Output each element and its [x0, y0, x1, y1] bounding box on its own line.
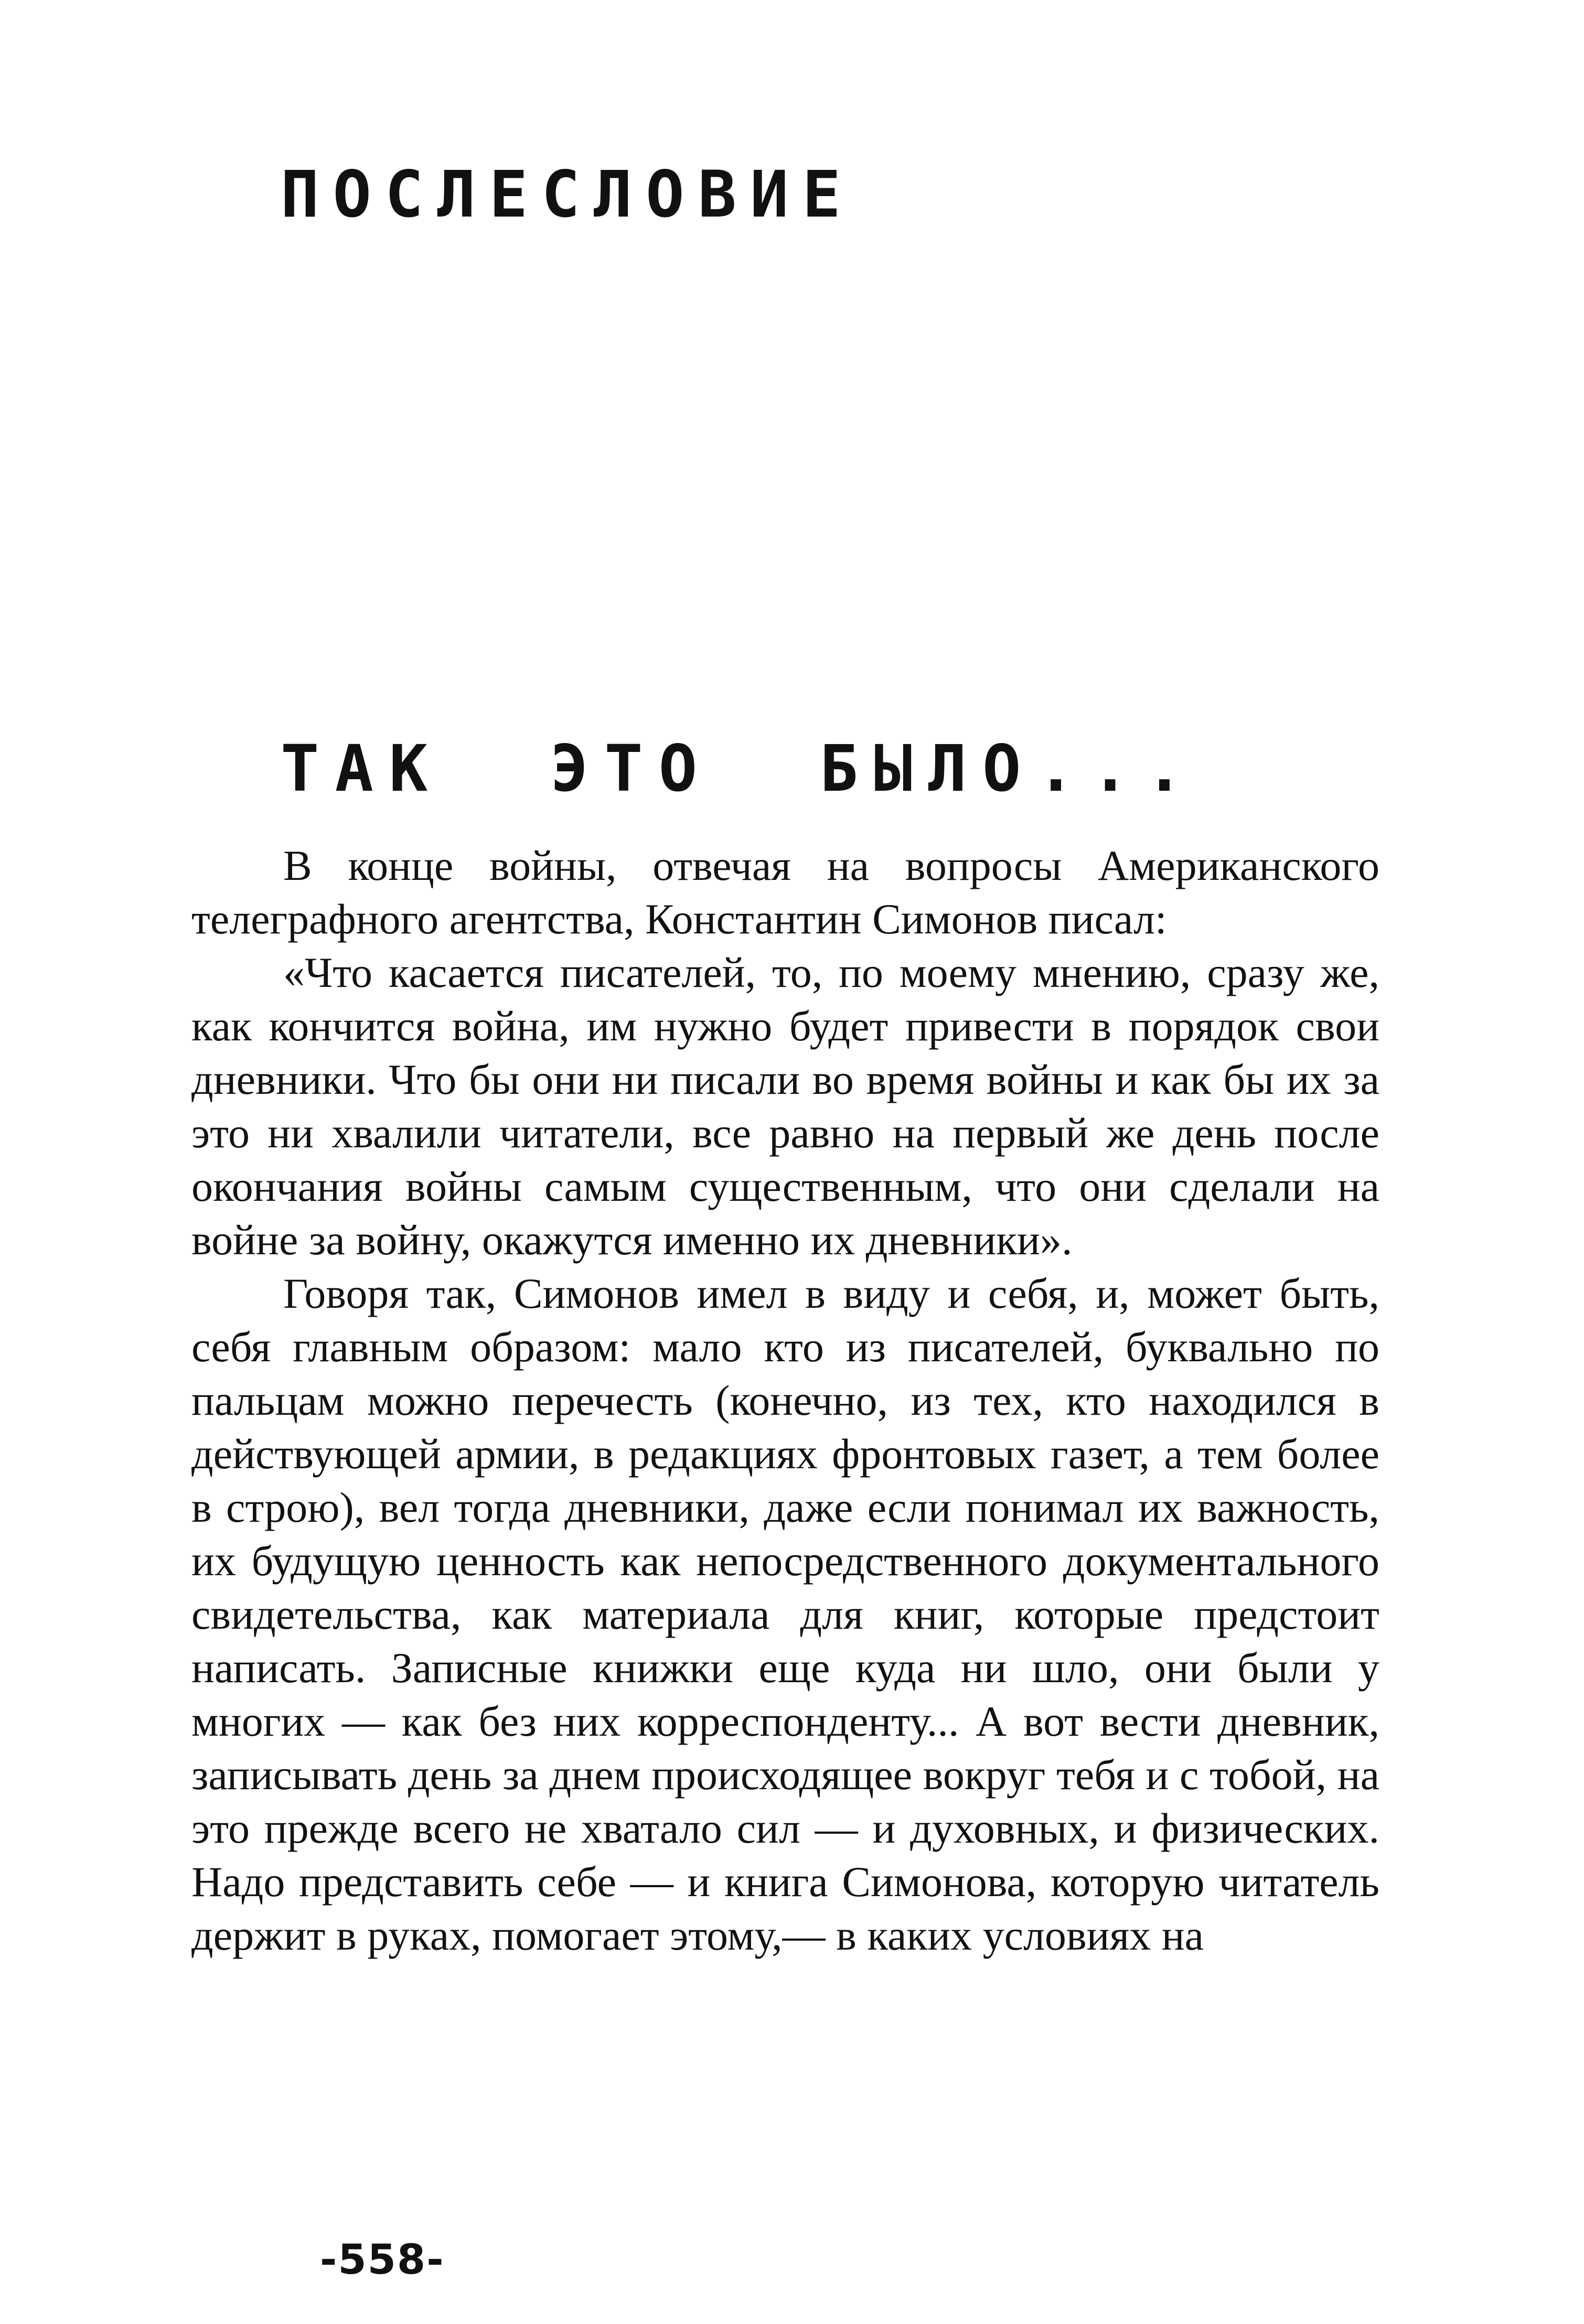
paragraph-3: Говоря так, Симонов имел в виду и себя, и, может быть, себя главным образом: мало кто из писателей, буквально по пальцам можно перечесть (конечно, из тех, кто находился в действующей армии, в редакциях фронтовых газет, а тем более в строю), вел тогда дневники, даже если понимал их важность, их будущую ценность как непосредственного документального свидетельства, как материала для книг, которые предстоит написать. Записные книжки еще куда ни шло, они были у многих — как без них корреспонденту... А вот вести дневник, записывать день за днем происходящее вокруг тебя и с тобой, на это прежде всего не хватало сил — и духовных, и физических. Надо представить себе — и книга Симонова, которую читатель держит в руках, помогает этому,— в каких условиях на — [191, 1269, 1379, 1959]
afterword-heading: ПОСЛЕСЛОВИЕ — [281, 157, 854, 232]
section-title: ТАК ЭТО БЫЛО... — [281, 731, 1200, 806]
body-text — [191, 839, 1379, 1962]
paragraph-2-quote: «Что касается писателей, то, по моему мнению, сразу же, как кончится война, им нужно будет привести в порядок свои дневники. Что бы они ни писали во время войны и как бы их за это ни хвалили читатели, все равно на первый же день после окончания войны самым существенным, что они сделали на войне за войну, окажутся именно их дневники». — [191, 949, 1379, 1264]
page-number: -558- — [320, 2236, 445, 2284]
paragraph-1: В конце войны, отвечая на вопросы Американского телеграфного агентства, Константин Симонов писал: — [191, 842, 1379, 943]
